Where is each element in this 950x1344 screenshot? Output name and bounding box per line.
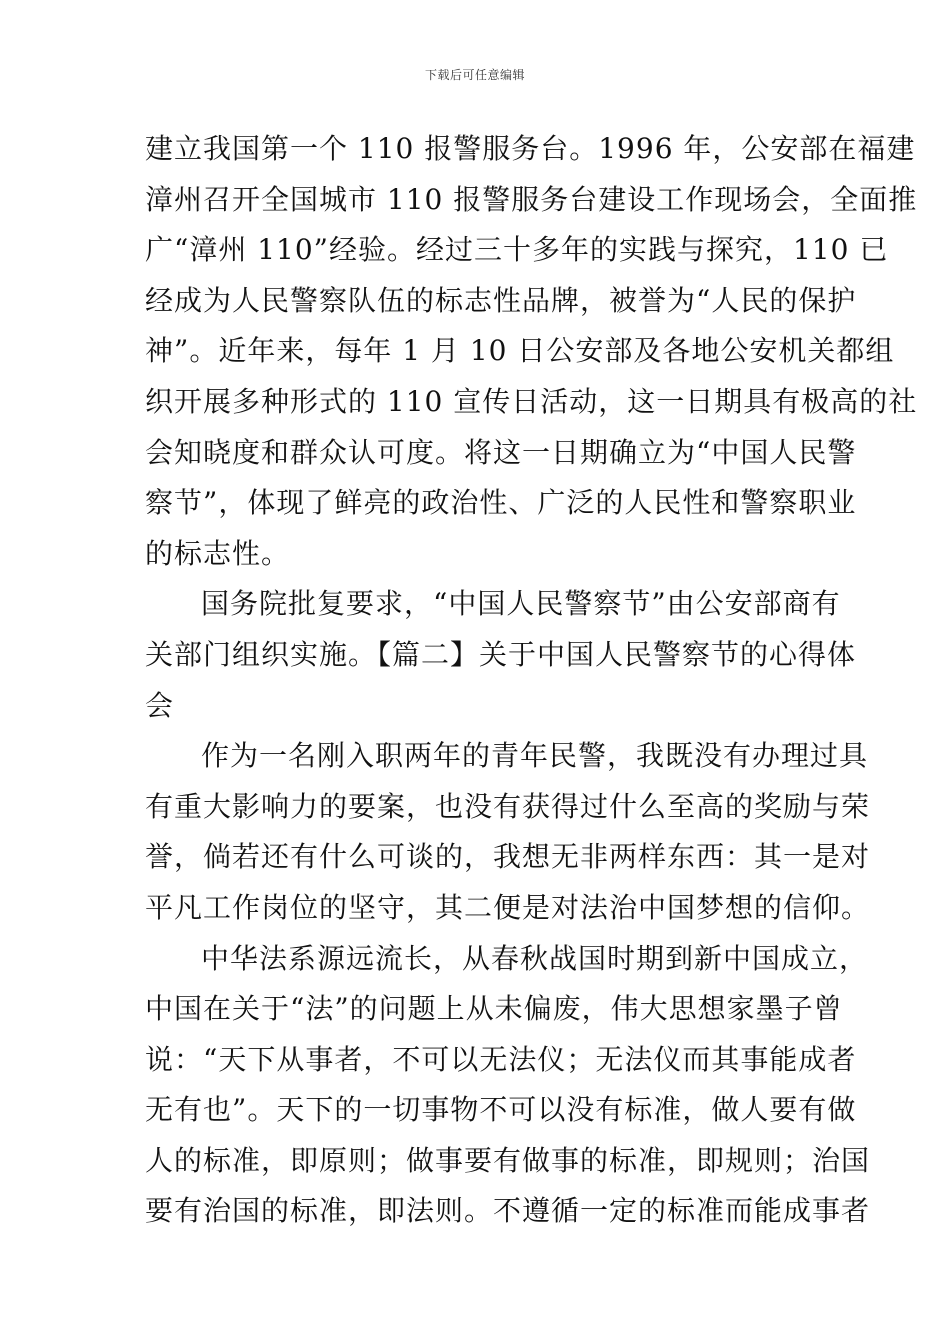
text-line: 说：“天下从事者，不可以无法仪；无法仪而其事能成者	[145, 1042, 857, 1076]
text-line: 建立我国第一个 110 报警服务台。1996 年，公安部在福建	[145, 132, 916, 165]
page-header: 下载后可任意编辑	[424, 68, 525, 82]
text-line: 平凡工作岗位的坚守，其二便是对法治中国梦想的信仰。	[145, 890, 871, 924]
text-line: 漳州召开全国城市 110 报警服务台建设工作现场会，全面推	[145, 182, 918, 216]
text-line: 国务院批复要求，“中国人民警察节”由公安部商有	[201, 587, 841, 621]
text-line: 广“漳州 110”经验。经过三十多年的实践与探究，110 已	[145, 233, 889, 267]
text-line: 中华法系源远流长，从春秋战国时期到新中国成立，	[201, 941, 869, 975]
text-line: 有重大影响力的要案，也没有获得过什么至高的奖励与荣	[145, 789, 871, 823]
text-line: 察节”，体现了鲜亮的政治性、广泛的人民性和警察职业	[145, 486, 857, 520]
text-line: 中国在关于“法”的问题上从未偏废，伟大思想家墨子曾	[145, 992, 843, 1026]
text-line: 关部门组织实施。【篇二】关于中国人民警察节的心得体	[145, 637, 857, 671]
text-line: 要有治国的标准，即法则。不遵循一定的标准而能成事者	[145, 1194, 871, 1228]
text-line: 人的标准，即原则；做事要有做事的标准，即规则；治国	[145, 1143, 871, 1177]
text-line: 神”。近年来，每年 1 月 10 日公安部及各地公安机关都组	[145, 334, 895, 368]
text-line: 的标志性。	[145, 536, 291, 570]
text-line: 织开展多种形式的 110 宣传日活动，这一日期具有极高的社	[145, 384, 918, 418]
text-line: 会知晓度和群众认可度。将这一日期确立为“中国人民警	[145, 435, 857, 469]
body-text	[145, 124, 918, 1237]
text-line: 誉，倘若还有什么可谈的，我想无非两样东西：其一是对	[145, 840, 871, 874]
text-line: 经成为人民警察队伍的标志性品牌，被誉为“人民的保护	[145, 283, 857, 317]
text-line: 无有也”。天下的一切事物不可以没有标准，做人要有做	[145, 1093, 857, 1127]
text-line: 会	[145, 688, 175, 722]
text-line: 作为一名刚入职两年的青年民警，我既没有办理过具	[201, 739, 869, 773]
